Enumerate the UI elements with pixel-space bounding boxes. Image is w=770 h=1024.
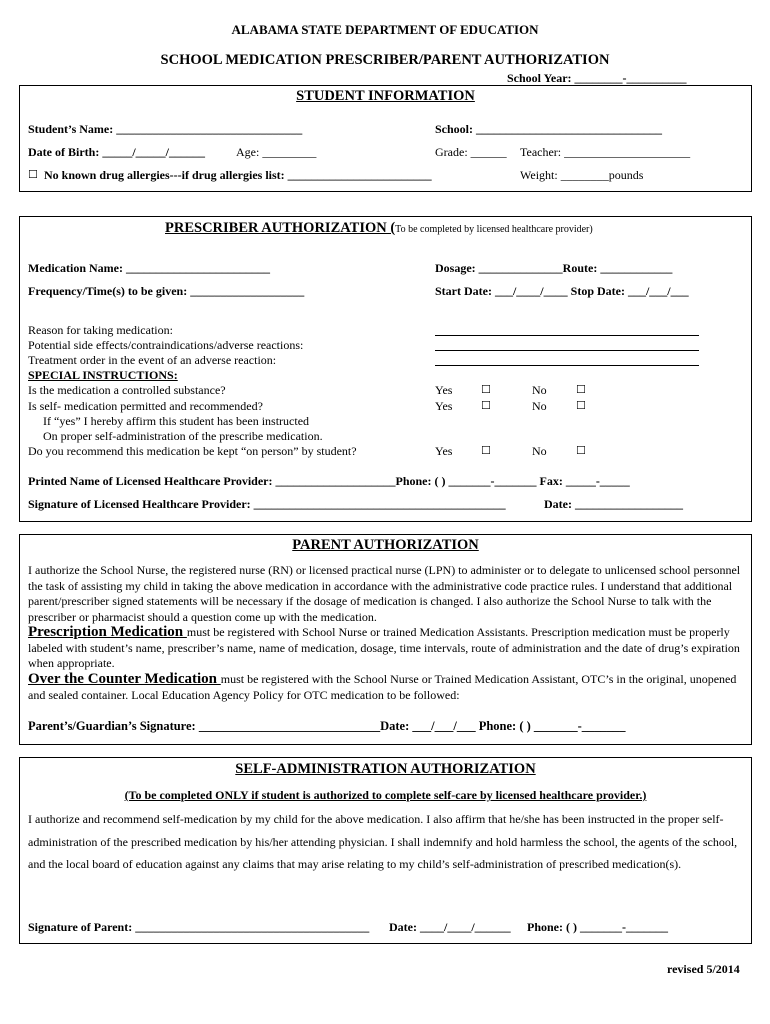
student-name-field[interactable]: Student’s Name: _______________________________ — [28, 122, 303, 136]
parent-signature-field[interactable]: Parent’s/Guardian’s Signature: _____________________________Date: ___/___/___ Phone: ( ) _______-_______ — [28, 719, 626, 733]
self-no-label: No — [532, 399, 547, 413]
prescriber-authorization-section — [19, 216, 752, 522]
no-allergies-checkbox[interactable]: ☐ — [28, 168, 38, 181]
parent-authorization-section — [19, 534, 752, 745]
department-title: ALABAMA STATE DEPARTMENT OF EDUCATION — [231, 22, 539, 37]
side-effects-label: Potential side effects/contraindications/adverse reactions: — [28, 338, 304, 352]
form-title: SCHOOL MEDICATION PRESCRIBER/PARENT AUTHORIZATION — [160, 52, 610, 68]
controlled-no-checkbox[interactable]: ☐ — [576, 383, 586, 396]
treatment-label: Treatment order in the event of an adverse reaction: — [28, 353, 277, 367]
provider-signature-field[interactable]: Signature of Licensed Healthcare Provider: __________________________________________ — [28, 497, 506, 511]
on-person-no-label: No — [532, 444, 547, 458]
controlled-yes-checkbox[interactable]: ☐ — [481, 383, 491, 396]
prescription-medication-text: must be registered with School Nurse or trained Medication Assistants. Prescription medication must be properly labeled with student’s name, prescriber’s name, name of medication, dosage, time intervals, route of administration and the date of drug’s expiration when appropriate. — [28, 625, 740, 670]
student-information-heading: STUDENT INFORMATION — [296, 88, 475, 104]
teacher-field[interactable]: Teacher: _____________________ — [520, 145, 691, 159]
parent-authorization-heading: PARENT AUTHORIZATION — [292, 537, 479, 553]
student-information-section — [19, 85, 752, 192]
controlled-yes-label: Yes — [435, 383, 453, 397]
age-field[interactable]: Age: _________ — [236, 145, 317, 159]
self-administration-heading: SELF-ADMINISTRATION AUTHORIZATION — [235, 761, 536, 777]
on-person-question: Do you recommend this medication be kept “on person” by student? — [28, 444, 357, 458]
start-stop-date-field[interactable]: Start Date: ___/____/____ Stop Date: ___/___/___ — [435, 284, 689, 298]
school-year-field[interactable]: School Year: ________-__________ — [507, 71, 687, 85]
special-instructions-label: SPECIAL INSTRUCTIONS: — [28, 368, 178, 382]
self-administration-paragraph: I authorize and recommend self-medication by my child for the above medication. I also affirm that he/she has been instructed in the proper self-administration of the prescribed medication by his/her attending physician. I shall indemnify and hold harmless the school, the agents of the school, and the local board of education against any claims that may arise relating to my child’s self-administration of prescribed medication(s). — [28, 812, 738, 871]
prescriber-heading-note: To be completed by licensed healthcare provider) — [395, 224, 593, 235]
parent-signature-self-admin-field[interactable]: Signature of Parent: _______________________________________ — [28, 920, 370, 934]
parent-authorization-paragraph: I authorize the School Nurse, the registered nurse (RN) or licensed practical nurse (LPN) to administer or to delegate to unlicensed school personnel the task of assisting my child in taking the above medication in accordance with the administrative code practice rules. I understand that additional parent/prescriber signed statements will be necessary if the dosage of medication is changed. I also authorize the School Nurse to talk with the prescriber or pharmacist should a question come up with the medication. — [28, 563, 741, 624]
self-medication-question: Is self- medication permitted and recommended? — [28, 399, 263, 413]
self-yes-checkbox[interactable]: ☐ — [481, 399, 491, 412]
on-person-yes-label: Yes — [435, 444, 453, 458]
controlled-no-label: No — [532, 383, 547, 397]
self-administration-subheading: (To be completed ONLY if student is authorized to complete self-care by licensed healthcare provider.) — [124, 788, 647, 802]
if-yes-line-2: On proper self-administration of the prescribe medication. — [43, 429, 323, 443]
medication-name-field[interactable]: Medication Name: ________________________ — [28, 261, 270, 275]
self-yes-label: Yes — [435, 399, 453, 413]
prescriber-heading-wrap — [165, 220, 593, 237]
allergies-field[interactable]: No known drug allergies---if drug allergies list: ________________________ — [44, 168, 432, 182]
prescription-medication-paragraph — [28, 625, 744, 672]
provider-printed-name-field[interactable]: Printed Name of Licensed Healthcare Provider: ____________________Phone: ( ) _______-_______ Fax: _____-_____ — [28, 474, 630, 488]
prescriber-authorization-heading: PRESCRIBER AUTHORIZATION ( — [165, 220, 396, 236]
otc-medication-text: must be registered with the School Nurse or Trained Medication Assistant, OTC’s in the original, unopened and sealed container. Local Education Agency Policy for OTC medication to be followed: — [28, 672, 737, 702]
dosage-route-field[interactable]: Dosage: ______________Route: ____________ — [435, 261, 673, 275]
prescription-medication-label: Prescription Medication — [28, 624, 187, 640]
controlled-substance-question: Is the medication a controlled substance? — [28, 383, 226, 397]
on-person-no-checkbox[interactable]: ☐ — [576, 444, 586, 457]
school-field[interactable]: School: _______________________________ — [435, 122, 663, 136]
weight-field[interactable]: Weight: ________pounds — [520, 168, 644, 182]
self-admin-phone-field[interactable]: Phone: ( ) _______-_______ — [527, 920, 668, 934]
self-administration-section — [19, 757, 752, 944]
on-person-yes-checkbox[interactable]: ☐ — [481, 444, 491, 457]
self-no-checkbox[interactable]: ☐ — [576, 399, 586, 412]
revised-date: revised 5/2014 — [667, 962, 740, 976]
reason-line[interactable] — [435, 335, 699, 336]
reason-label: Reason for taking medication: — [28, 323, 173, 337]
otc-medication-paragraph — [28, 672, 744, 703]
treatment-line[interactable] — [435, 365, 699, 366]
self-admin-date-field[interactable]: Date: ____/____/______ — [389, 920, 511, 934]
if-yes-line-1: If “yes” I hereby affirm this student has been instructed — [43, 414, 310, 428]
date-of-birth-field[interactable]: Date of Birth: _____/_____/______ — [28, 145, 205, 159]
side-effects-line[interactable] — [435, 350, 699, 351]
frequency-field[interactable]: Frequency/Time(s) to be given: ___________________ — [28, 284, 305, 298]
grade-field[interactable]: Grade: ______ — [435, 145, 507, 159]
otc-medication-label: Over the Counter Medication — [28, 671, 221, 687]
provider-date-field[interactable]: Date: __________________ — [544, 497, 683, 511]
